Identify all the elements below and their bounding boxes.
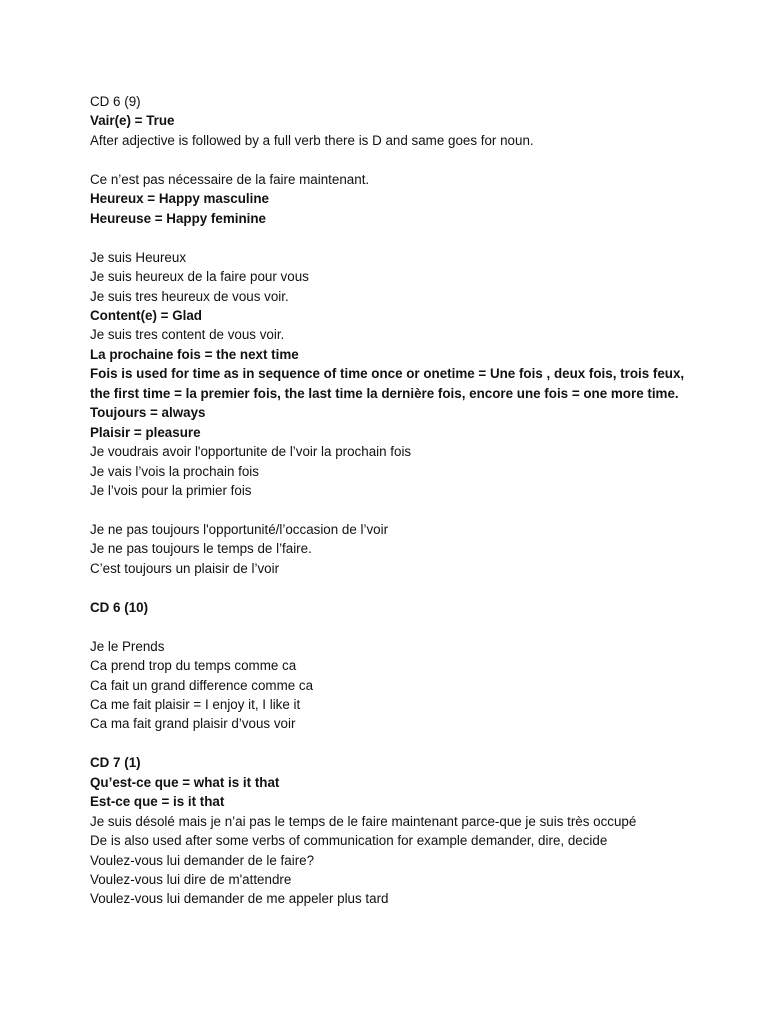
text-line: Je vais l’vois la prochain fois [90, 463, 259, 479]
text-line: Voulez-vous lui demander de me appeler plus tard [90, 891, 389, 907]
bold-text-line: Qu’est-ce que = what is it that [90, 774, 280, 790]
text-line: Je suis désolé mais je n’ai pas le temps de le faire maintenant parce-que je suis très occupé [90, 813, 637, 829]
text-line: De is also used after some verbs of communication for example demander, dire, decide [90, 833, 608, 849]
text-line: Je ne pas toujours l'opportunité/l’occasion de l’voir [90, 521, 389, 537]
bold-text-line: Toujours = always [90, 405, 206, 421]
bold-text-line: CD 6 (10) [90, 599, 149, 615]
bold-text-line: CD 7 (1) [90, 755, 141, 771]
blank-line [90, 150, 690, 169]
bold-text-line: Plaisir = pleasure [90, 424, 201, 440]
text-line: Je voudrais avoir l'opportunite de l’voir la prochain fois [90, 444, 412, 460]
text-line: Ca prend trop du temps comme ca [90, 658, 297, 674]
blank-line [90, 228, 690, 247]
text-line: Ce n’est pas nécessaire de la faire maintenant. [90, 171, 370, 187]
blank-line [90, 500, 690, 519]
text-line: Je ne pas toujours le temps de l’faire. [90, 541, 312, 557]
text-line: Ca me fait plaisir = I enjoy it, I like it [90, 696, 301, 712]
bold-text-line: Heureux = Happy masculine [90, 191, 269, 207]
bold-text-line: Vair(e) = True [90, 113, 175, 129]
bold-text-line: Content(e) = Glad [90, 307, 202, 323]
text-line: Je suis Heureux [90, 249, 187, 265]
text-line: Je suis tres content de vous voir. [90, 327, 285, 343]
text-line: Ca ma fait grand plaisir d’vous voir [90, 716, 296, 732]
text-line: Ca fait un grand difference comme ca [90, 677, 314, 693]
text-line: CD 6 (9) [90, 94, 141, 109]
bold-text-line: La prochaine fois = the next time [90, 346, 299, 362]
text-line: Je le Prends [90, 638, 165, 654]
blank-line [90, 578, 690, 597]
text-line: Je l’vois pour la primier fois [90, 483, 252, 499]
blank-line [90, 617, 690, 636]
text-line: Voulez-vous lui dire de m'attendre [90, 872, 292, 888]
document-body [90, 92, 690, 909]
blank-line [90, 734, 690, 753]
bold-text-line: Heureuse = Happy feminine [90, 210, 266, 226]
text-line: Voulez-vous lui demander de le faire? [90, 852, 315, 868]
text-line: Je suis tres heureux de vous voir. [90, 288, 289, 304]
text-line: C’est toujours un plaisir de l’voir [90, 560, 280, 576]
text-line: Je suis heureux de la faire pour vous [90, 269, 309, 285]
bold-text-line: Fois is used for time as in sequence of time once or onetime = Une fois , deux fois, trois feux, the first time = la premier fois, the last time la dernière fois, encore une fois = one more time. [90, 366, 685, 401]
bold-text-line: Est-ce que = is it that [90, 794, 225, 810]
text-line: After adjective is followed by a full verb there is D and same goes for noun. [90, 132, 534, 148]
